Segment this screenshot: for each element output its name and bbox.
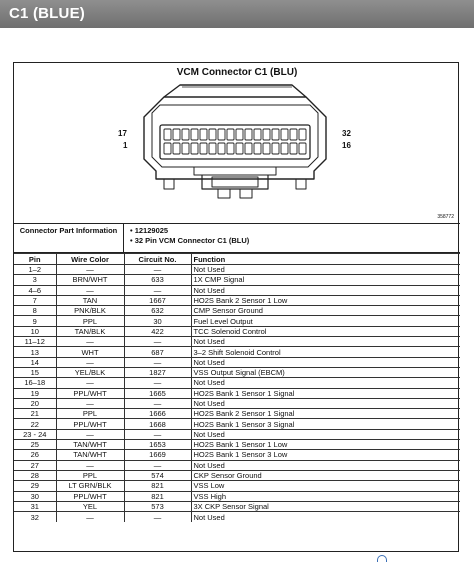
wire-color-cell: — — [56, 398, 124, 408]
pin-cavity — [173, 143, 180, 154]
pin-cavity — [290, 143, 297, 154]
pin-cell: 31 — [14, 501, 56, 511]
table-header-row — [14, 254, 460, 265]
wire-color-cell: PPL/WHT — [56, 388, 124, 398]
part-info-values — [130, 226, 249, 246]
pin-cell: 30 — [14, 491, 56, 501]
wire-color-cell: PPL — [56, 409, 124, 419]
pin-cell: 20 — [14, 398, 56, 408]
pin-cell: 26 — [14, 450, 56, 460]
pin-cell: 3 — [14, 275, 56, 285]
function-cell: Fuel Level Output — [191, 316, 460, 326]
pin-cavity — [182, 143, 189, 154]
pin-cavity — [164, 129, 171, 140]
pin-cavity — [191, 143, 198, 154]
table-row — [14, 357, 460, 367]
table-row — [14, 409, 460, 419]
wire-color-cell: TAN/WHT — [56, 450, 124, 460]
pin-cell: 1–2 — [14, 265, 56, 275]
pin-cavity — [200, 129, 207, 140]
table-row — [14, 285, 460, 295]
circuit-cell: — — [124, 285, 191, 295]
pin-cell: 29 — [14, 481, 56, 491]
function-cell: Not Used — [191, 460, 460, 470]
function-cell: Not Used — [191, 378, 460, 388]
circuit-cell: 1666 — [124, 409, 191, 419]
circuit-cell: 1653 — [124, 440, 191, 450]
table-row — [14, 326, 460, 336]
wire-color-cell: PNK/BLK — [56, 306, 124, 316]
circuit-cell: 1668 — [124, 419, 191, 429]
pin-cell: 25 — [14, 440, 56, 450]
wire-color-cell: — — [56, 378, 124, 388]
pin-cavity — [245, 129, 252, 140]
table-row — [14, 347, 460, 357]
pin-label-bottom-left: 1 — [123, 141, 128, 150]
function-cell: VSS Low — [191, 481, 460, 491]
pin-cavity — [281, 143, 288, 154]
section-header — [0, 0, 474, 28]
table-row — [14, 460, 460, 470]
wire-color-cell: BRN/WHT — [56, 275, 124, 285]
part-info-item: • 32 Pin VCM Connector C1 (BLU) — [130, 236, 250, 245]
part-info-label: Connector Part Information — [14, 224, 124, 252]
pin-label-bottom-right: 16 — [342, 141, 351, 150]
pin-cavity — [272, 129, 279, 140]
pin-cavity — [200, 143, 207, 154]
circuit-cell: — — [124, 512, 191, 522]
pin-cell: 27 — [14, 460, 56, 470]
pin-cell: 7 — [14, 295, 56, 305]
table-row — [14, 398, 460, 408]
circuit-cell: 1665 — [124, 388, 191, 398]
pin-cavity — [227, 143, 234, 154]
pin-cell: 19 — [14, 388, 56, 398]
table-row — [14, 275, 460, 285]
function-cell: CKP Sensor Ground — [191, 470, 460, 480]
circuit-cell: — — [124, 378, 191, 388]
function-cell: Not Used — [191, 337, 460, 347]
pin-cell: 28 — [14, 470, 56, 480]
wire-color-cell: PPL/WHT — [56, 491, 124, 501]
function-cell: HO2S Bank 2 Sensor 1 Signal — [191, 409, 460, 419]
connector-drawing — [14, 63, 460, 223]
function-cell: HO2S Bank 1 Sensor 3 Low — [191, 450, 460, 460]
pin-cavity — [182, 129, 189, 140]
pin-cavity — [236, 129, 243, 140]
pinout-table-body — [14, 265, 460, 522]
pin-cavity — [281, 129, 288, 140]
function-cell: Not Used — [191, 429, 460, 439]
function-cell: HO2S Bank 2 Sensor 1 Low — [191, 295, 460, 305]
function-cell: CMP Sensor Ground — [191, 306, 460, 316]
pin-cavity — [209, 129, 216, 140]
circuit-cell: — — [124, 265, 191, 275]
wire-color-cell: — — [56, 512, 124, 522]
part-info-item: • 12129025 — [130, 226, 169, 235]
wire-color-cell: — — [56, 357, 124, 367]
table-row — [14, 481, 460, 491]
function-cell: 3X CKP Sensor Signal — [191, 501, 460, 511]
circuit-cell: 422 — [124, 326, 191, 336]
pin-cell: 14 — [14, 357, 56, 367]
function-cell: Not Used — [191, 512, 460, 522]
circuit-cell: 1827 — [124, 367, 191, 377]
pin-cavity — [263, 129, 270, 140]
wire-color-cell: WHT — [56, 347, 124, 357]
wire-color-cell: PPL/WHT — [56, 419, 124, 429]
figure-code: 358772 — [437, 214, 454, 220]
pinout-table — [14, 253, 460, 522]
pin-cell: 9 — [14, 316, 56, 326]
circuit-cell: — — [124, 460, 191, 470]
circuit-cell: 574 — [124, 470, 191, 480]
function-cell: 1X CMP Signal — [191, 275, 460, 285]
table-row — [14, 470, 460, 480]
table-row — [14, 440, 460, 450]
wire-color-cell: YEL/BLK — [56, 367, 124, 377]
wire-color-cell: PPL — [56, 316, 124, 326]
pin-cavity — [173, 129, 180, 140]
wire-color-cell: — — [56, 265, 124, 275]
table-row — [14, 337, 460, 347]
table-row — [14, 265, 460, 275]
table-row — [14, 450, 460, 460]
wire-color-cell: — — [56, 429, 124, 439]
pin-cavity — [218, 129, 225, 140]
pin-cell: 13 — [14, 347, 56, 357]
pin-cavity — [227, 129, 234, 140]
circuit-cell: 30 — [124, 316, 191, 326]
pin-cell: 21 — [14, 409, 56, 419]
connector-figure — [14, 63, 460, 223]
function-cell: Not Used — [191, 357, 460, 367]
column-header-pin: Pin — [14, 254, 56, 265]
circuit-cell: 573 — [124, 501, 191, 511]
wire-color-cell: TAN — [56, 295, 124, 305]
pin-cell: 32 — [14, 512, 56, 522]
circuit-cell: — — [124, 357, 191, 367]
function-cell: HO2S Bank 1 Sensor 1 Signal — [191, 388, 460, 398]
figure-title: VCM Connector C1 (BLU) — [176, 67, 298, 78]
wire-color-cell: TAN/WHT — [56, 440, 124, 450]
pin-cavity — [290, 129, 297, 140]
circuit-cell: — — [124, 398, 191, 408]
pin-cell: 8 — [14, 306, 56, 316]
pin-cavity — [191, 129, 198, 140]
connector-part-info — [14, 223, 460, 253]
table-row — [14, 491, 460, 501]
wire-color-cell: — — [56, 285, 124, 295]
scroll-indicator-icon[interactable] — [377, 555, 387, 562]
table-row — [14, 512, 460, 522]
function-cell: Not Used — [191, 398, 460, 408]
pin-cavity — [272, 143, 279, 154]
function-cell: HO2S Bank 1 Sensor 3 Signal — [191, 419, 460, 429]
pin-cavity — [263, 143, 270, 154]
column-header-circuit-no: Circuit No. — [124, 254, 191, 265]
function-cell: Not Used — [191, 285, 460, 295]
table-row — [14, 295, 460, 305]
circuit-cell: 821 — [124, 481, 191, 491]
pin-cell: 16–18 — [14, 378, 56, 388]
wire-color-cell: PPL — [56, 470, 124, 480]
pin-cavity — [299, 129, 306, 140]
pin-cavity — [218, 143, 225, 154]
pin-cavity — [236, 143, 243, 154]
wire-color-cell: — — [56, 460, 124, 470]
function-cell: VSS High — [191, 491, 460, 501]
pin-cavity — [209, 143, 216, 154]
wire-color-cell: LT GRN/BLK — [56, 481, 124, 491]
pin-cell: 10 — [14, 326, 56, 336]
circuit-cell: 1669 — [124, 450, 191, 460]
column-header-function: Function — [191, 254, 460, 265]
circuit-cell: 821 — [124, 491, 191, 501]
connector-sheet — [13, 62, 459, 552]
pin-cavities — [164, 129, 306, 154]
pin-cell: 4–6 — [14, 285, 56, 295]
pin-label-top-right: 32 — [342, 129, 351, 138]
pin-label-top-left: 17 — [118, 129, 127, 138]
wire-color-cell: YEL — [56, 501, 124, 511]
table-row — [14, 316, 460, 326]
function-cell: VSS Output Signal (EBCM) — [191, 367, 460, 377]
pin-cavity — [245, 143, 252, 154]
table-row — [14, 367, 460, 377]
column-header-wire-color: Wire Color — [56, 254, 124, 265]
pin-cavity — [254, 129, 261, 140]
table-row — [14, 501, 460, 511]
pin-cavity — [254, 143, 261, 154]
pin-cell: 23 - 24 — [14, 429, 56, 439]
pin-cell: 11–12 — [14, 337, 56, 347]
pin-cavity — [299, 143, 306, 154]
wire-color-cell: — — [56, 337, 124, 347]
wire-color-cell: TAN/BLK — [56, 326, 124, 336]
pin-cell: 15 — [14, 367, 56, 377]
circuit-cell: — — [124, 429, 191, 439]
circuit-cell: 1667 — [124, 295, 191, 305]
pin-cavity — [164, 143, 171, 154]
table-row — [14, 378, 460, 388]
function-cell: HO2S Bank 1 Sensor 1 Low — [191, 440, 460, 450]
circuit-cell: 632 — [124, 306, 191, 316]
pin-cell: 22 — [14, 419, 56, 429]
section-title: C1 (BLUE) — [9, 5, 85, 22]
function-cell: TCC Solenoid Control — [191, 326, 460, 336]
function-cell: 3–2 Shift Solenoid Control — [191, 347, 460, 357]
table-row — [14, 419, 460, 429]
function-cell: Not Used — [191, 265, 460, 275]
table-row — [14, 429, 460, 439]
circuit-cell: 633 — [124, 275, 191, 285]
table-row — [14, 388, 460, 398]
circuit-cell: — — [124, 337, 191, 347]
circuit-cell: 687 — [124, 347, 191, 357]
table-row — [14, 306, 460, 316]
